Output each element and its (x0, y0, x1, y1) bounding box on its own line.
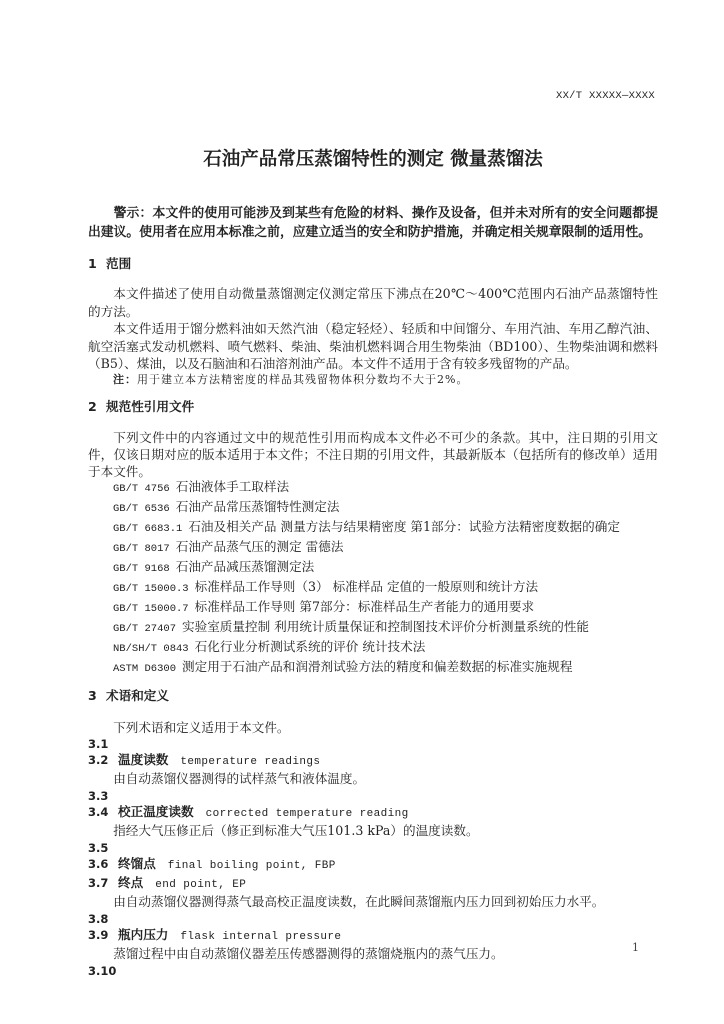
term-number: 3.7 (88, 876, 109, 891)
section-title: 范围 (106, 256, 132, 271)
term-entry (88, 963, 658, 980)
reference-code: GB/T 27407 (113, 623, 177, 635)
reference-title: 石化行业分析测试系统的评价 统计技术法 (194, 639, 426, 654)
reference-title: 测定用于石油产品和润滑剂试验方法的精度和偏差数据的标准实施规程 (182, 659, 573, 674)
reference-title: 石油产品蒸气压的测定 雷德法 (175, 539, 344, 554)
section-2-heading (88, 398, 658, 416)
term-entry (88, 927, 658, 946)
term-entry (88, 736, 658, 753)
section-title: 规范性引用文件 (106, 399, 195, 414)
term-name-en: temperature readings (180, 756, 321, 769)
reference-code: GB/T 4756 (113, 483, 170, 495)
paragraph: 本文件适用于馏分燃料油如天然汽油（稳定轻烃）、轻质和中间馏分、车用汽油、车用乙醇汽油、航空活塞式发动机燃料、喷气燃料、柴油、柴油机燃料调合用生物柴油（BD100）、生物柴油调和燃料（B5）、煤油，以及石脑油和石油溶剂油产品。本文件不适用于含有较多残留物的产品。 (88, 321, 658, 371)
term-name-zh: 瓶内压力 (118, 927, 169, 943)
paragraph: 下列术语和定义适用于本文件。 (113, 719, 290, 735)
term-number: 3.6 (88, 857, 109, 872)
paragraph: 下列文件中的内容通过文中的规范性引用而构成本文件必不可少的条款。其中，注日期的引用文件，仅该日期对应的版本适用于本文件；不注日期的引用文件，其最新版本（包括所有的修改单）适用于本文件。 (88, 430, 658, 479)
term-number: 3.5 (88, 840, 109, 855)
document-body (88, 204, 658, 979)
reference-item (88, 658, 658, 678)
terms-list (88, 736, 658, 980)
reference-code: GB/T 15000.3 (113, 583, 189, 595)
term-name-zh: 温度读数 (118, 752, 169, 768)
reference-item (88, 478, 658, 498)
page-number: 1 (632, 941, 639, 954)
warning-paragraph: 警示：本文件的使用可能涉及到某些有危险的材料、操作及设备，但并未对所有的安全问题都提出建议。使用者在应用本标准之前，应建立适当的安全和防护措施，并确定相关规章限制的适用性。 (88, 206, 658, 240)
note (88, 373, 658, 387)
term-definition: 蒸馏过程中由自动蒸馏仪器差压传感器测得的蒸馏烧瓶内的蒸气压力。 (113, 945, 504, 961)
reference-code: GB/T 9168 (113, 563, 170, 575)
term-name-en: end point, EP (155, 879, 247, 892)
term-entry (88, 856, 658, 875)
document-title: 石油产品常压蒸馏特性的测定 微量蒸馏法 (203, 149, 543, 170)
term-number: 3.4 (88, 805, 109, 820)
term-name-en: final boiling point, FBP (167, 860, 336, 873)
term-name-en: flask internal pressure (180, 931, 342, 944)
term-definition: 由自动蒸馏仪器测得蒸气最高校正温度读数，在此瞬间蒸馏瓶内压力回到初始压力水平。 (113, 893, 605, 909)
term-entry (88, 840, 658, 857)
reference-item (88, 558, 658, 578)
section-number: 3 (88, 688, 97, 703)
term-entry (88, 875, 658, 894)
reference-code: GB/T 6683.1 (113, 523, 183, 535)
reference-title: 标准样品工作导则 第7部分：标准样品生产者能力的通用要求 (194, 599, 535, 614)
reference-title: 石油及相关产品 测量方法与结果精密度 第1部分：试验方法精密度数据的确定 (188, 519, 620, 534)
reference-item (88, 578, 658, 598)
reference-title: 石油液体手工取样法 (175, 479, 290, 494)
reference-code: GB/T 15000.7 (113, 603, 189, 615)
reference-list (88, 478, 658, 678)
section-number: 2 (88, 399, 97, 414)
term-number: 3.8 (88, 911, 109, 926)
reference-code: GB/T 8017 (113, 543, 170, 555)
term-name-en: corrected temperature reading (205, 808, 409, 821)
term-definition: 指经大气压修正后（修正到标准大气压101.3 kPa）的温度读数。 (113, 823, 479, 839)
term-name-zh: 校正温度读数 (118, 804, 194, 820)
note-label: 注： (113, 372, 137, 386)
term-number: 3.9 (88, 928, 109, 943)
paragraph: 本文件描述了使用自动微量蒸馏测定仪测定常压下沸点在20℃～400℃范围内石油产品蒸馏特性的方法。 (88, 286, 658, 319)
reference-item (88, 618, 658, 638)
reference-item (88, 638, 658, 658)
reference-title: 石油产品常压蒸馏特性测定法 (175, 499, 340, 514)
reference-item (88, 518, 658, 538)
reference-title: 石油产品减压蒸馏测定法 (175, 559, 315, 574)
term-entry (88, 788, 658, 805)
reference-code: ASTM D6300 (113, 663, 177, 675)
term-number: 3.2 (88, 753, 109, 768)
term-entry (88, 911, 658, 928)
term-definition: 由自动蒸馏仪器测得的试样蒸气和液体温度。 (113, 770, 366, 786)
section-1-heading (88, 255, 658, 273)
reference-item (88, 538, 658, 558)
document-code: XX/T XXXXX—XXXX (555, 90, 655, 102)
term-entry (88, 804, 658, 823)
reference-title: 标准样品工作导则（3） 标准样品 定值的一般原则和统计方法 (194, 579, 539, 594)
term-name-zh: 终点 (118, 875, 144, 891)
note-text: 用于建立本方法精密度的样品其残留物体积分数均不大于2%。 (137, 372, 469, 386)
reference-code: GB/T 6536 (113, 503, 170, 515)
reference-code: NB/SH/T 0843 (113, 643, 189, 655)
section-3-heading (88, 687, 658, 705)
reference-title: 实验室质量控制 利用统计质量保证和控制图技术评价分析测量系统的性能 (182, 619, 590, 634)
term-name-zh: 终馏点 (118, 856, 156, 872)
section-title: 术语和定义 (106, 688, 169, 703)
reference-item (88, 598, 658, 618)
section-number: 1 (88, 256, 97, 271)
term-number: 3.3 (88, 788, 109, 803)
term-number: 3.10 (88, 963, 117, 978)
term-entry (88, 752, 658, 771)
term-number: 3.1 (88, 736, 109, 751)
reference-item (88, 498, 658, 518)
